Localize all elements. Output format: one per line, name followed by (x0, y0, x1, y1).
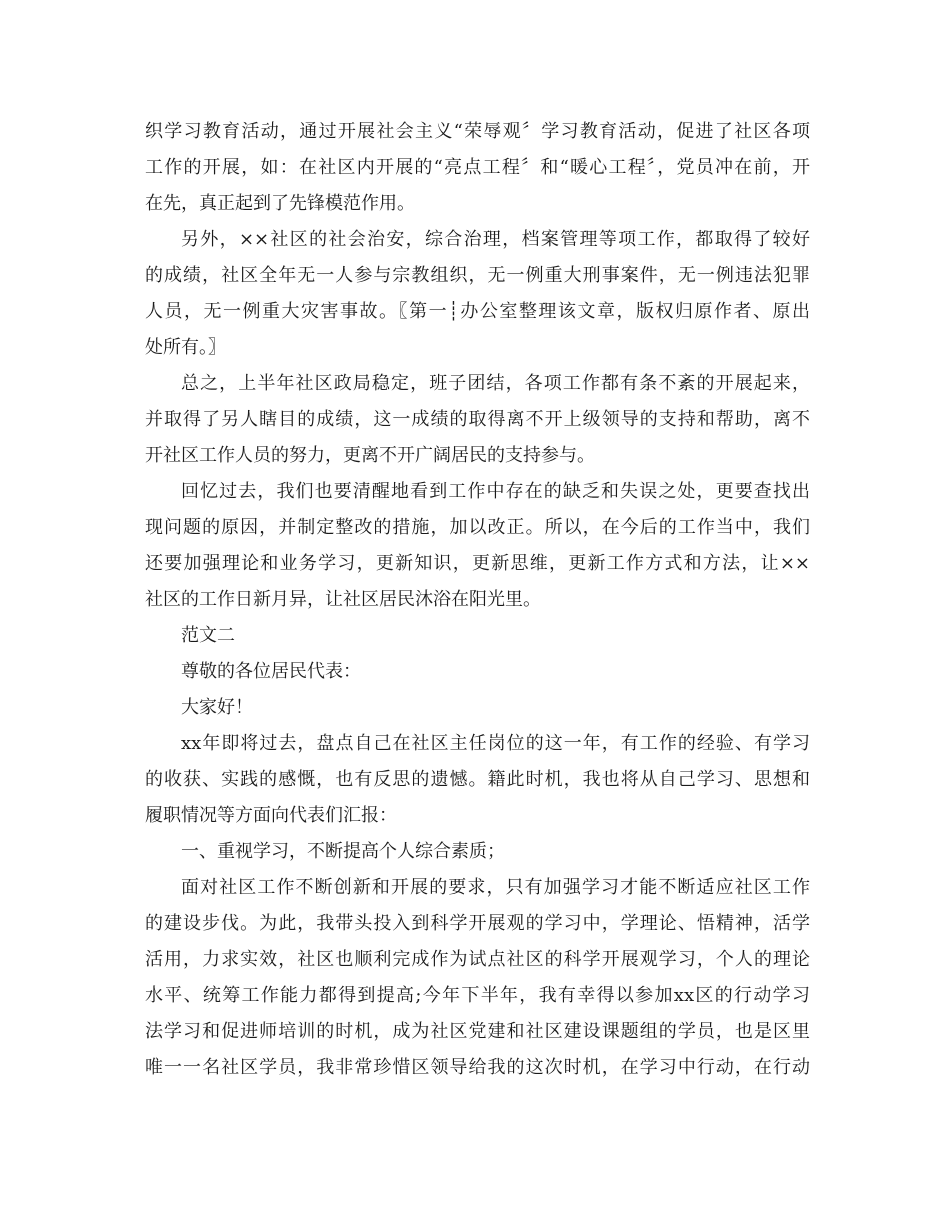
text-line: 面对社区工作不断创新和开展的要求，只有加强学习才能不断适应社区工作 (181, 877, 810, 898)
text-line: 在先，真正起到了先锋模范作用。 (145, 193, 415, 214)
text-line: 工作的开展，如：在社区内开展的“亮点工程〞和“暖心工程〞，党员冲在前，开 (145, 157, 810, 178)
text-line: 活用，力求实效，社区也顺利完成作为试点社区的科学开展观学习，个人的理论 (145, 949, 810, 970)
text-line: 还要加强理论和业务学习，更新知识，更新思维，更新工作方式和方法，让×× (145, 553, 810, 574)
text-line: 的建设步伐。为此，我带头投入到科学开展观的学习中，学理论、悟精神，活学 (145, 913, 810, 934)
text-line: 另外，××社区的社会治安，综合治理，档案管理等项工作，都取得了较好 (181, 229, 810, 250)
text-line: 大家好！ (181, 697, 253, 718)
text-line: 范文二 (181, 625, 235, 646)
text-line: 总之，上半年社区政局稳定，班子团结，各项工作都有条不紊的开展起来， (181, 373, 810, 394)
text-line: 社区的工作日新月异，让社区居民沐浴在阳光里。 (145, 589, 541, 610)
text-line: 回忆过去，我们也要清醒地看到工作中存在的缺乏和失误之处，更要查找出 (181, 481, 810, 502)
text-line: 唯一一名社区学员，我非常珍惜区领导给我的这次时机，在学习中行动，在行动 (145, 1057, 810, 1078)
text-line: 的成绩，社区全年无一人参与宗教组织，无一例重大刑事案件，无一例违法犯罪 (145, 265, 810, 286)
text-line: 处所有。〗 (145, 337, 226, 358)
text-line: 现问题的原因，并制定整改的措施，加以改正。所以，在今后的工作当中，我们 (145, 517, 810, 538)
text-line: xx年即将过去，盘点自己在社区主任岗位的这一年，有工作的经验、有学习 (181, 733, 810, 754)
text-line: 水平、统筹工作能力都得到提高;今年下半年，我有幸得以参加xx区的行动学习 (145, 985, 810, 1006)
text-line: 开社区工作人员的努力，更离不开广阔居民的支持参与。 (145, 445, 595, 466)
text-line: 履职情况等方面向代表们汇报： (145, 805, 397, 826)
document-body (145, 114, 810, 1086)
text-line: 并取得了另人瞎目的成绩，这一成绩的取得离不开上级领导的支持和帮助，离不 (145, 409, 810, 430)
text-line: 一、重视学习，不断提高个人综合素质； (181, 841, 505, 862)
text-line: 法学习和促进师培训的时机，成为社区党建和社区建设课题组的学员，也是区里 (145, 1021, 810, 1042)
text-line: 织学习教育活动，通过开展社会主义“荣辱观〞学习教育活动，促进了社区各项 (145, 121, 810, 142)
text-line: 的收获、实践的感慨，也有反思的遗憾。籍此时机，我也将从自己学习、思想和 (145, 769, 810, 790)
text-line: 尊敬的各位居民代表： (181, 661, 361, 682)
text-line: 人员，无一例重大灾害事故。〖第一┊办公室整理该文章，版权归原作者、原出 (145, 301, 810, 322)
